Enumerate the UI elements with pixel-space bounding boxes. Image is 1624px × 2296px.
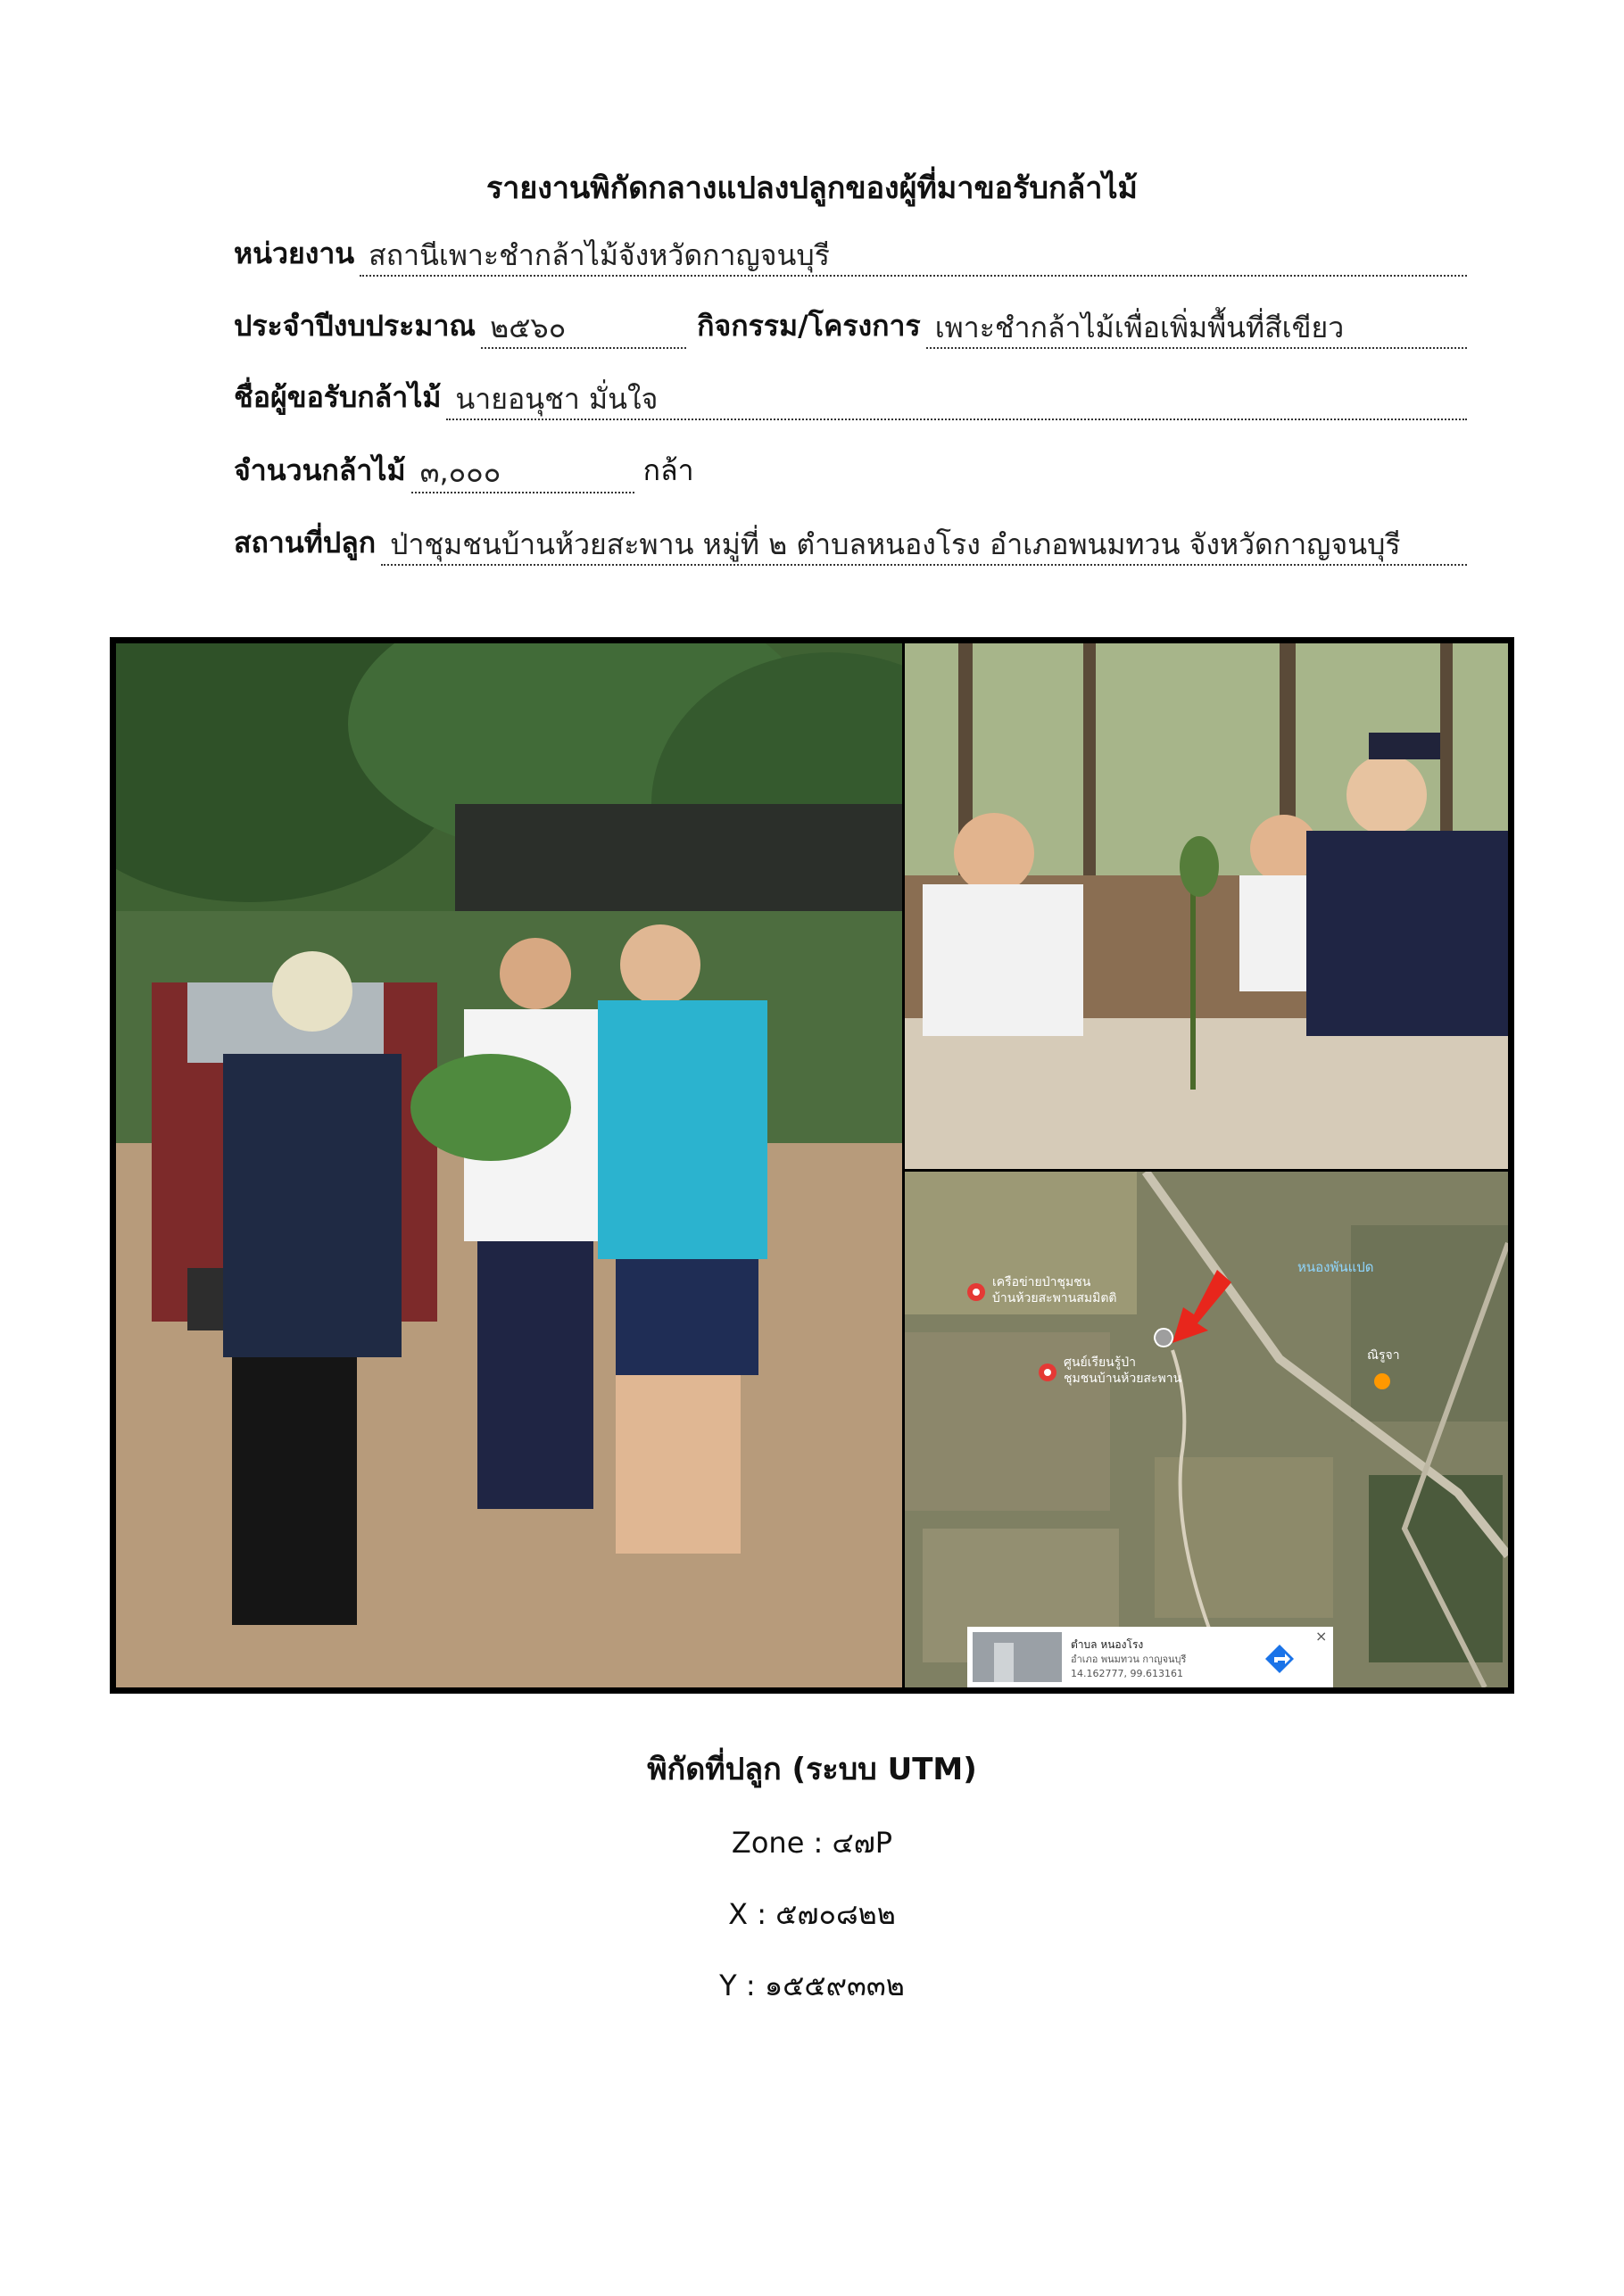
budget-label: ประจำปีงบประมาณ (234, 309, 476, 343)
map-poi-2b: ชุมชนบ้านห้วยสะพาน (1064, 1372, 1182, 1386)
recipient-row (234, 377, 1467, 420)
map-card-coords: 14.162777, 99.613161 (1071, 1668, 1183, 1679)
quantity-label: จำนวนกล้าไม้ (234, 453, 406, 487)
map-poi-2: ศูนย์เรียนรู้ป่า (1064, 1355, 1137, 1370)
activity-value: เพาะชำกล้าไม้เพื่อเพิ่มพื้นที่สีเขียว (926, 310, 1467, 349)
satellite-map (905, 1172, 1508, 1687)
map-poi-1b: บ้านห้วยสะพานสมมิตติ (992, 1291, 1117, 1305)
coords-title: พิกัดที่ปลูก (ระบบ UTM) (647, 1752, 977, 1787)
quantity-row (234, 451, 1467, 493)
agency-value: สถานีเพาะชำกล้าไม้จังหวัดกาญจนบุรี (360, 237, 1467, 277)
recipient-value: นายอนุชา มั่นใจ (446, 381, 1467, 420)
quantity-value: ๓,๐๐๐ (411, 454, 634, 493)
map-card-close-button[interactable]: × (1315, 1628, 1328, 1645)
location-value: ป่าชุมชนบ้านห้วยสะพาน หมู่ที่ ๒ ตำบลหนองโรง อำเภอพนมทวน จังหวัดกาญจนบุรี (381, 526, 1467, 566)
handover-photo (116, 643, 902, 1687)
agency-row (234, 234, 1467, 277)
location-row (234, 523, 1467, 566)
map-poi-3: หนองพันแปด (1297, 1259, 1374, 1275)
map-card-sub: อำเภอ พนมทวน กาญจนบุรี (1071, 1654, 1187, 1665)
map-card-title: ตำบล หนองโรง (1071, 1638, 1144, 1651)
utm-x: X : ๕๗๐๘๒๒ (728, 1897, 896, 1931)
photo-collage (110, 637, 1514, 1694)
utm-y: Y : ๑๕๕๙๓๓๒ (719, 1969, 905, 2002)
recipient-label: ชื่อผู้ขอรับกล้าไม้ (234, 380, 442, 414)
map-poi-4: ณิรูจา (1367, 1348, 1400, 1363)
budget-row (234, 306, 1467, 349)
map-poi-1: เครือข่ายป่าชุมชน (992, 1275, 1091, 1289)
utm-zone: Zone : ๔๗P (731, 1826, 893, 1860)
planting-photo (905, 643, 1508, 1169)
activity-label: กิจกรรม/โครงการ (697, 309, 921, 343)
location-label: สถานที่ปลูก (234, 526, 377, 559)
quantity-unit: กล้า (642, 453, 694, 487)
agency-label: หน่วยงาน (234, 236, 355, 270)
report-title: รายงานพิกัดกลางแปลงปลูกของผู้ที่มาขอรับกล้าไม้ (486, 170, 1138, 206)
budget-year-value: ๒๕๖๐ (481, 310, 686, 349)
